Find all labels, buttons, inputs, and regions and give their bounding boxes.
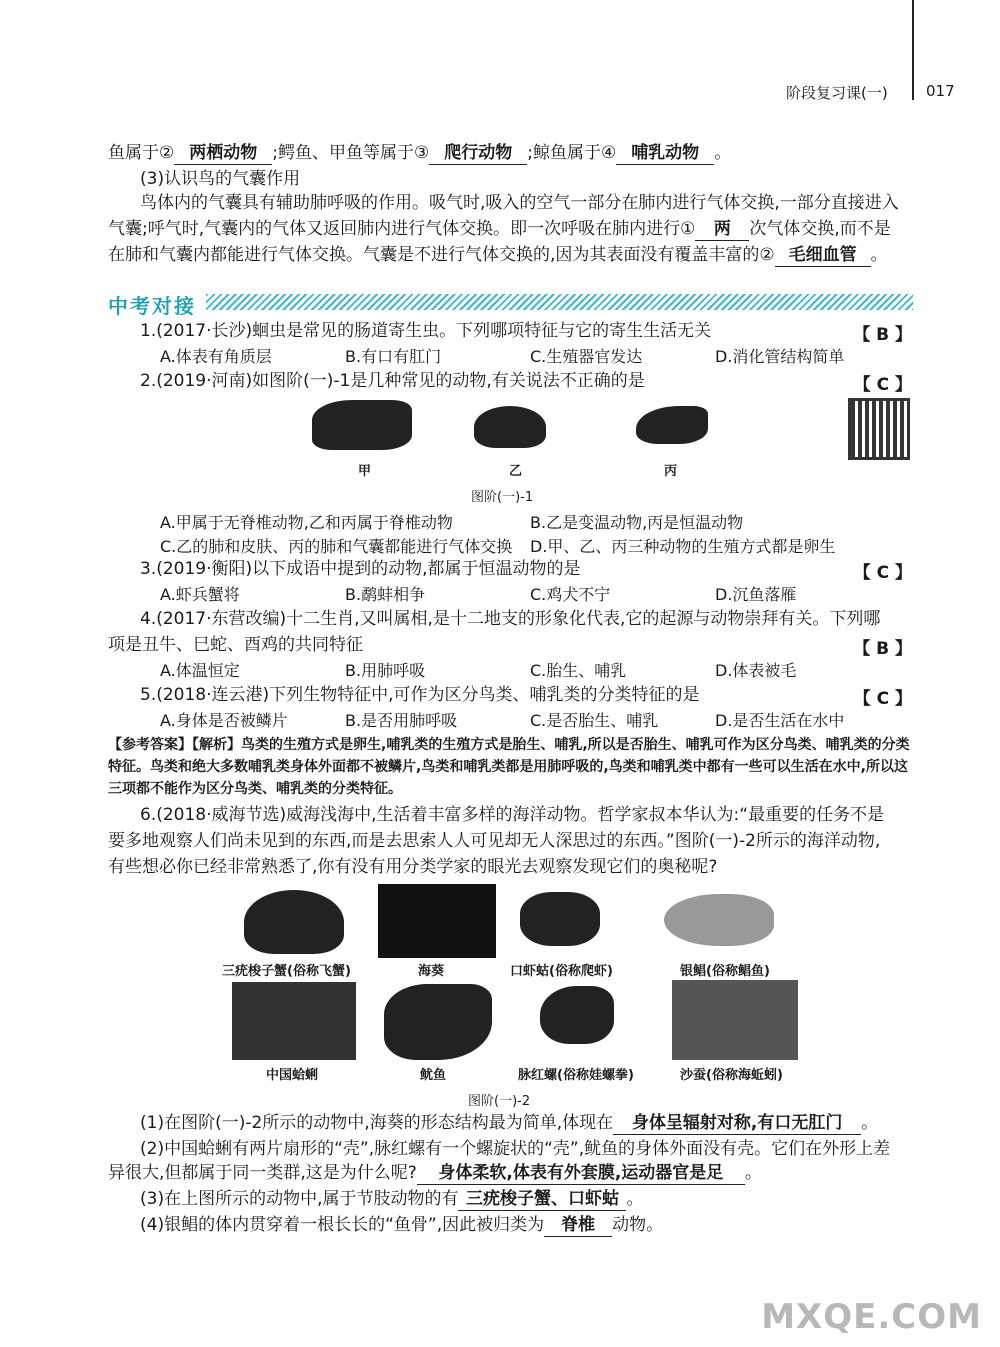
option-d: D.是否生活在水中 [715,711,845,730]
watermark: MXQE.COM [761,1297,982,1337]
animal-caption: 鱿鱼 [420,1068,447,1083]
squid-image [384,984,492,1060]
option-d: D.体表被毛 [715,661,797,680]
bird-image [636,406,708,444]
option-b: B.乙是变温动物,丙是恒温动物 [530,513,744,532]
question-1-stem: 1.(2017·长沙)蛔虫是常见的肠道寄生虫。下列哪项特征与它的寄生生活无关 [140,321,712,341]
question-5-answer: 【 C 】 [853,689,912,709]
grasshopper-image [312,400,412,450]
text-line: 鱼属于② 两栖动物 ;鳄鱼、甲鱼等属于③ 爬行动物 ;鲸鱼属于④ 哺乳动物 。 [108,143,732,163]
question-3-answer: 【 C 】 [853,563,912,583]
question-3-stem: 3.(2019·衡阳)以下成语中提到的动物,都属于恒温动物的是 [140,559,581,579]
question-4-answer: 【 B 】 [853,639,912,659]
text-line: 在肺和气囊内都能进行气体交换。气囊是不进行气体交换的,因为其表面没有覆盖丰富的② 毛细血管 。 [108,245,888,265]
option-d: D.沉鱼落雁 [715,585,797,604]
animal-label: 丙 [664,464,678,479]
answer-blank: 两 [695,218,749,241]
reference-answer: 【参考答案】【解析】鸟类的生殖方式是卵生,哺乳类的生殖方式是胎生、哺乳,所以是否胎生、哺乳可作为区分鸟类、哺乳类的分类特征。鸟类和绝大多数哺乳类身体外面都不被鳞片,鸟类和哺乳类都是用肺呼吸的,鸟类和哺乳类中都有一些可以生活在水中,所以这三项都不能作为区分鸟类、哺乳类的分类特征。 [108,737,910,797]
animal-caption: 沙蚕(俗称海蚯蚓) [680,1068,783,1083]
animal-caption: 海葵 [418,964,445,979]
clam-image [232,982,356,1060]
qr-code[interactable] [848,398,910,460]
page-number: 017 [926,82,955,100]
question-6-line: 有些想必你已经非常熟悉了,你有没有用分类学家的眼光去观察发现它们的奥秘呢? [108,857,718,877]
option-d: D.消化管结构简单 [715,347,845,366]
option-c: C.是否胎生、哺乳 [530,711,659,730]
question-4-options [160,658,900,681]
option-a: A.体表有角质层 [160,347,272,366]
question-6-line: 要多地观察人们尚未见到的东西,而是去思索人人可见却无人深思过的东西。”图阶(一)-2所示的海洋动物, [108,831,881,851]
answer-blank: 哺乳动物 [616,142,714,165]
animal-label: 乙 [509,464,523,479]
animal-caption: 口虾蛄(俗称爬虾) [510,964,613,979]
section-banner [108,290,913,318]
section-title: 中考对接 [108,294,196,318]
question-4-stem-cont: 项是丑牛、巳蛇、酉鸡的共同特征 [108,635,363,655]
figure-caption: 图阶(一)-2 [468,1094,531,1109]
sandworm-image [672,980,798,1060]
header-rule [912,0,914,100]
text-line: 气囊;呼气时,气囊内的气体又返回肺内进行气体交换。即一次呼吸在肺内进行① 两 次气体交换,而不是 [108,219,891,239]
question-1-options [160,344,900,367]
animal-caption: 三疣梭子蟹(俗称飞蟹) [222,964,351,979]
animal-caption: 脉红螺(俗称娃螺拳) [518,1068,634,1083]
answer-blank: 两栖动物 [174,142,272,165]
sea-anemone-image [378,884,496,958]
option-a: A.甲属于无脊椎动物,乙和丙属于脊椎动物 [160,513,453,532]
question-2-answer: 【 C 】 [853,375,912,395]
frog-image [474,406,546,448]
option-a: A.虾兵蟹将 [160,585,240,604]
banner-stripes [206,294,913,310]
crab-image [244,890,344,954]
question-2-options-row1 [160,510,900,533]
question-2-options-row2 [160,534,900,557]
answer-blank: 脊椎 [544,1214,612,1237]
answer-blank: 身体柔软,体表有外套膜,运动器官是足 [417,1162,745,1185]
option-b: B.有口有肛门 [345,347,442,366]
subquestion-4: (4)银鲳的体内贯穿着一根长长的“鱼骨”,因此被归类为 脊椎 动物。 [140,1215,664,1235]
question-1-answer: 【 B 】 [853,325,912,345]
answer-blank: 身体呈辐射对称,有口无肛门 [613,1112,861,1135]
section-header: 阶段复习课(一) [786,84,888,102]
question-5-options [160,708,900,731]
animal-caption: 中国蛤蜊 [266,1068,319,1083]
animal-label: 甲 [358,464,372,479]
subheading: (3)认识鸟的气囊作用 [140,169,301,189]
figure-caption: 图阶(一)-1 [471,490,534,505]
subquestion-3: (3)在上图所示的动物中,属于节肢动物的有 三疣梭子蟹、口虾蛄 。 [140,1189,644,1209]
option-d: D.甲、乙、丙三种动物的生殖方式都是卵生 [530,537,836,556]
animal-caption: 银鲳(俗称鲳鱼) [680,964,770,979]
pomfret-image [664,894,774,946]
question-2-stem: 2.(2019·河南)如图阶(一)-1是几种常见的动物,有关说法不正确的是 [140,371,645,391]
answer-blank: 三疣梭子蟹、口虾蛄 [458,1188,626,1211]
mantis-shrimp-image [520,892,600,946]
whelk-image [540,986,614,1044]
option-c: C.胎生、哺乳 [530,661,627,680]
option-b: B.用肺呼吸 [345,661,426,680]
question-5-stem: 5.(2018·连云港)下列生物特征中,可作为区分鸟类、哺乳类的分类特征的是 [140,685,700,705]
option-b: B.是否用肺呼吸 [345,711,458,730]
option-c: C.乙的肺和皮肤、丙的肺和气囊都能进行气体交换 [160,537,513,556]
answer-blank: 爬行动物 [429,142,527,165]
subquestion-2-cont: 异很大,但都属于同一类群,这是为什么呢? 身体柔软,体表有外套膜,运动器官是足 。 [108,1163,762,1183]
option-c: C.生殖器官发达 [530,347,643,366]
option-a: A.身体是否被鳞片 [160,711,288,730]
subquestion-1: (1)在图阶(一)-2所示的动物中,海葵的形态结构最为简单,体现在 身体呈辐射对称,有口无肛门 。 [140,1113,879,1133]
answer-blank: 毛细血管 [775,244,871,267]
question-6-line: 6.(2018·威海节选)威海浅海中,生活着丰富多样的海洋动物。哲学家叔本华认为:“最重要的任务不是 [140,805,885,825]
option-b: B.鹬蚌相争 [345,585,426,604]
question-4-stem: 4.(2017·东营改编)十二生肖,又叫属相,是十二地支的形象化代表,它的起源与动物崇拜有关。下列哪 [140,609,881,629]
subquestion-2: (2)中国蛤蜊有两片扇形的“壳”,脉红螺有一个螺旋状的“壳”,鱿鱼的身体外面没有壳。它们在外形上差 [140,1139,891,1159]
option-a: A.体温恒定 [160,661,240,680]
question-3-options [160,582,900,605]
option-c: C.鸡犬不宁 [530,585,611,604]
text-line: 鸟体内的气囊具有辅助肺呼吸的作用。吸气时,吸入的空气一部分在肺内进行气体交换,一部分直接进入 [140,193,899,213]
